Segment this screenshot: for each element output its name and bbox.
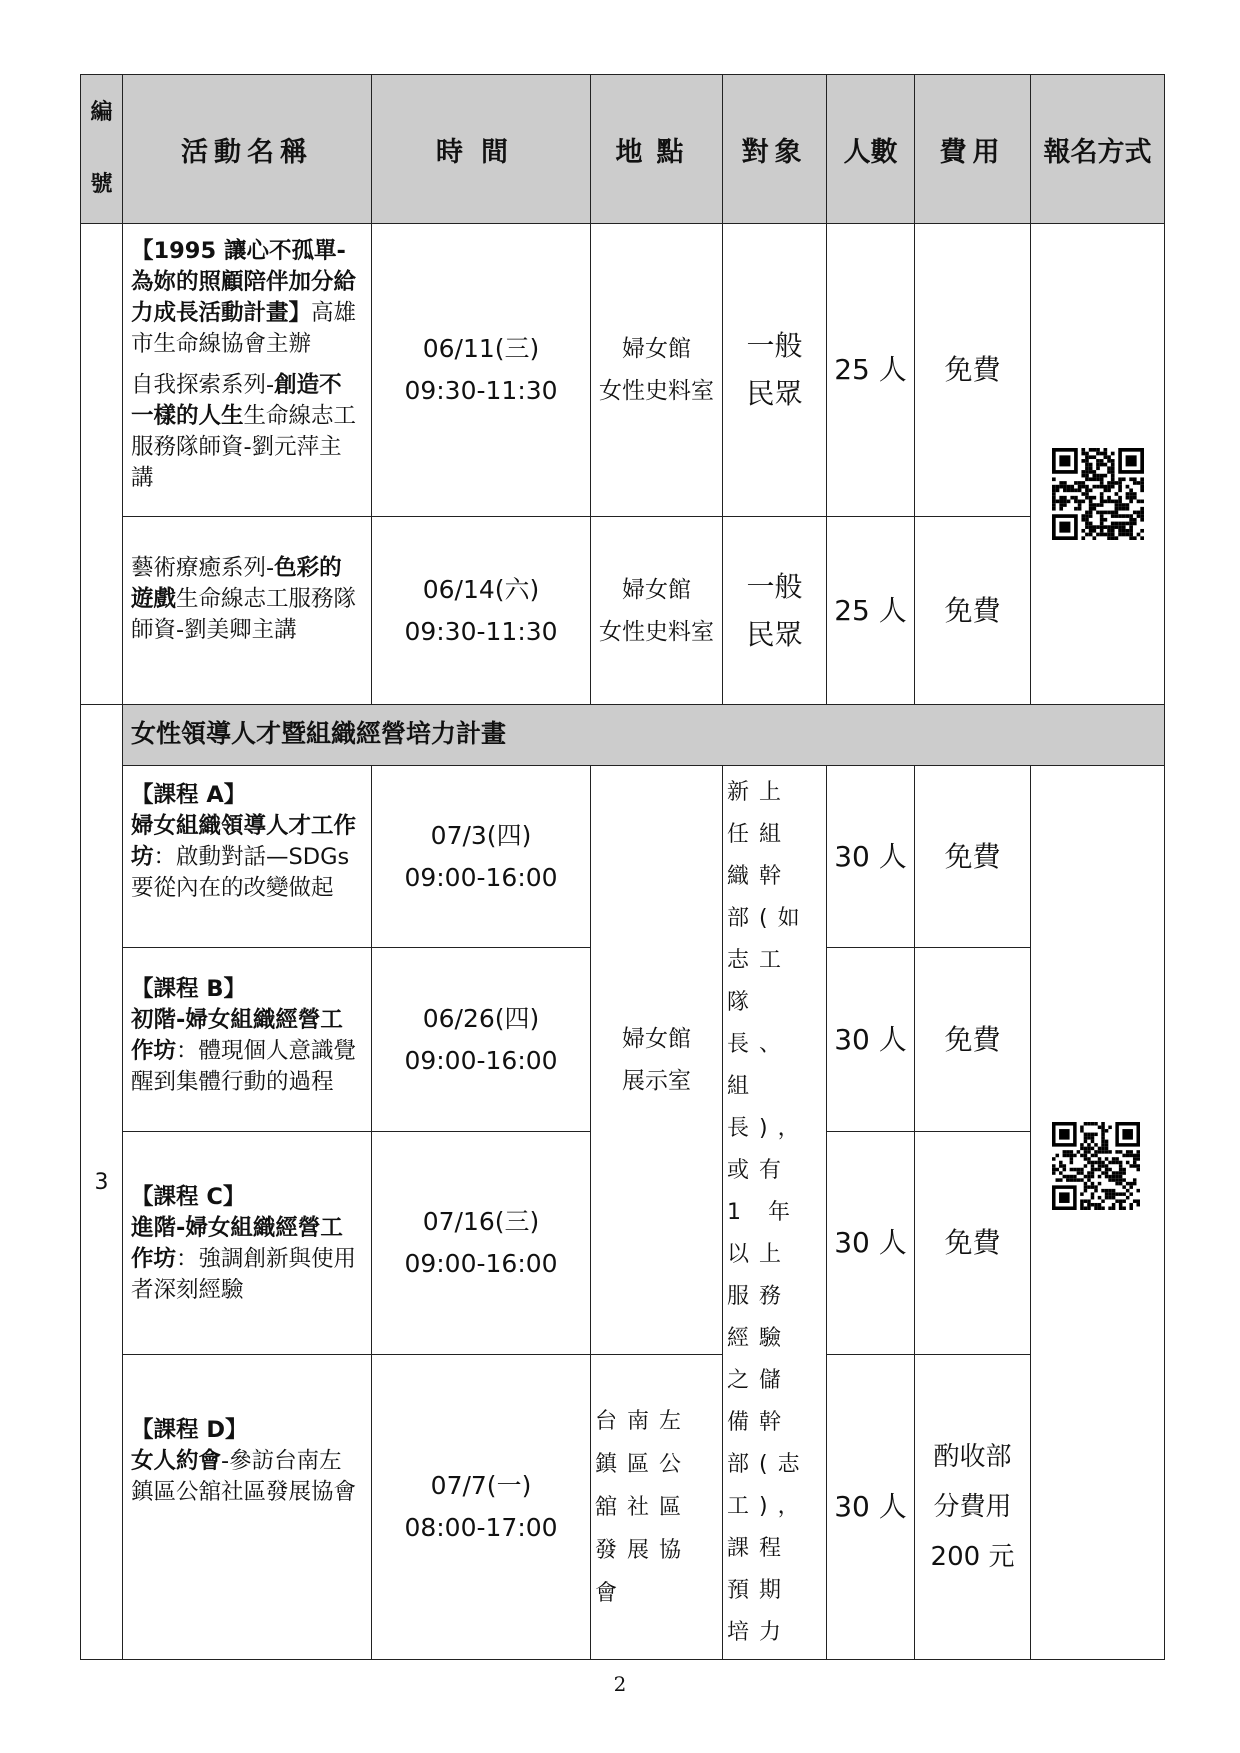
course-d-name — [122, 1354, 372, 1660]
block2-register — [1030, 765, 1165, 1660]
course-c-title: 進階-婦女組織經營工作坊 — [131, 1215, 343, 1272]
block2-target-text: 新上任組織幹部(如志工隊長、組長)，或有 1 年以上服務經驗之儲備幹部(志工)，課程預期培力 — [727, 779, 810, 1645]
course-a-fee-value: 免費 — [944, 839, 1001, 873]
course-a-label: 【課程 A】 — [131, 782, 247, 808]
block2-section-title — [122, 704, 1165, 766]
row2-target-2: 民眾 — [746, 617, 803, 651]
course-b-title: 初階-婦女組織經營工作坊 — [131, 1007, 343, 1064]
row2-hours: 09:30-11:30 — [404, 616, 558, 646]
block1-row2-fee — [914, 516, 1031, 705]
course-a-time — [371, 765, 591, 948]
course-d-count — [826, 1354, 915, 1660]
course-c-count — [826, 1131, 915, 1355]
block2-no-cell — [80, 704, 123, 1660]
row1-fee: 免費 — [944, 353, 1001, 386]
course-c-count-value: 30 人 — [834, 1226, 907, 1259]
block1-row2-time — [371, 516, 591, 705]
row1-hours: 09:30-11:30 — [404, 376, 558, 405]
block1-row1-count — [826, 223, 915, 517]
row2-date: 06/14(六) — [422, 574, 540, 604]
course-b-name — [122, 947, 372, 1132]
row1-place-2: 女性史料室 — [599, 378, 714, 404]
course-b-date: 06/26(四) — [422, 1003, 540, 1033]
block1-row2-count — [826, 516, 915, 705]
section-title-text: 女性領導人才暨組織經營培力計畫 — [131, 719, 507, 748]
block1-row1-time — [371, 223, 591, 517]
course-c-label: 【課程 C】 — [131, 1184, 246, 1210]
header-target — [722, 74, 827, 224]
course-a-hours: 09:00-16:00 — [404, 862, 558, 892]
row2-fee: 免費 — [944, 593, 1001, 627]
course-b-count-value: 30 人 — [834, 1022, 907, 1056]
block1-no-cell — [80, 223, 123, 705]
course-d-date: 07/7(一) — [430, 1471, 532, 1500]
row1-title-bold: 【1995 讓心不孤單-為妳的照顧陪伴加分給力成長活動計畫】 — [131, 238, 357, 326]
course-c-fee-value: 免費 — [944, 1226, 1001, 1259]
course-b-fee — [914, 947, 1031, 1132]
row1-topic: 創造不一樣的人生 — [131, 372, 342, 429]
course-c-fee — [914, 1131, 1031, 1355]
row1-place-1: 婦女館 — [622, 336, 691, 362]
header-place-label: 地點 — [615, 136, 698, 168]
qr-code-icon[interactable] — [1052, 448, 1144, 540]
row1-date: 06/11(三) — [422, 334, 540, 363]
course-a-date: 07/3(四) — [430, 820, 532, 850]
block2-target — [722, 765, 827, 1660]
course-a-count-value: 30 人 — [834, 839, 907, 873]
course-b-count — [826, 947, 915, 1132]
course-abc-place — [590, 765, 723, 1355]
row1-series: 自我探索系列- — [131, 372, 275, 398]
header-count-label: 人數 — [843, 136, 898, 168]
course-c-name — [122, 1131, 372, 1355]
course-b-label: 【課程 B】 — [131, 976, 246, 1002]
course-d-place — [590, 1354, 723, 1660]
block1-row2-name — [122, 516, 372, 705]
course-a-name — [122, 765, 372, 948]
qr-code-icon[interactable] — [1052, 1122, 1140, 1210]
header-register-label: 報名方式 — [1043, 136, 1152, 168]
row2-place-1: 婦女館 — [622, 576, 691, 603]
row2-speaker: 生命線志工服務隊師資-劉美卿主講 — [131, 586, 357, 643]
header-name-label: 活動名稱 — [181, 136, 313, 168]
block2-no: 3 — [94, 1169, 109, 1195]
course-d-fee-3: 200 元 — [930, 1542, 1015, 1572]
course-c-hours: 09:00-16:00 — [404, 1249, 558, 1278]
course-d-hours: 08:00-17:00 — [404, 1513, 558, 1542]
course-c-desc: ：強調創新與使用者深刻經驗 — [131, 1246, 357, 1303]
block1-row1-place — [590, 223, 723, 517]
course-d-label: 【課程 D】 — [131, 1417, 248, 1443]
block1-row1-target — [722, 223, 827, 517]
page-number: 2 — [613, 1672, 627, 1696]
row2-count: 25 人 — [834, 593, 907, 627]
block1-row1-name — [122, 223, 372, 517]
row2-series: 藝術療癒系列- — [131, 555, 275, 581]
row1-speaker: 生命線志工服務隊師資-劉元萍主講 — [131, 403, 357, 491]
row2-place-2: 女性史料室 — [599, 618, 714, 645]
header-target-label: 對象 — [741, 136, 808, 168]
row2-target-1: 一般 — [746, 569, 803, 603]
course-b-hours: 09:00-16:00 — [404, 1045, 558, 1075]
activity-table — [80, 74, 1165, 1660]
course-b-desc: ：體現個人意識覺醒到集體行動的過程 — [131, 1038, 357, 1095]
course-d-place-text: 台南左鎮區公舘社區發展協會 — [595, 1408, 692, 1606]
header-no — [80, 74, 123, 224]
block1-row2-target — [722, 516, 827, 705]
row1-target-2: 民眾 — [746, 377, 803, 410]
row1-organizer: 高雄市生命線協會主辦 — [131, 300, 357, 357]
header-place — [590, 74, 723, 224]
course-d-fee-1: 酌收部 — [933, 1442, 1012, 1472]
course-abc-place-1: 婦女館 — [622, 1026, 691, 1052]
header-time — [371, 74, 591, 224]
header-count — [826, 74, 915, 224]
course-b-fee-value: 免費 — [944, 1022, 1001, 1056]
block1-register — [1030, 223, 1165, 705]
course-d-fee-2: 分費用 — [933, 1492, 1012, 1522]
course-b-time — [371, 947, 591, 1132]
block1-row2-place — [590, 516, 723, 705]
header-name — [122, 74, 372, 224]
course-abc-place-2: 展示室 — [622, 1068, 691, 1094]
course-a-count — [826, 765, 915, 948]
header-time-label: 時間 — [436, 136, 526, 168]
header-fee — [914, 74, 1031, 224]
row1-target-1: 一般 — [746, 329, 803, 362]
row2-topic: 色彩的遊戲 — [131, 555, 342, 612]
course-a-desc: ：啟動對話—SDGs 要從內在的改變做起 — [131, 844, 350, 901]
course-a-title: 婦女組織領導人才工作坊 — [131, 813, 357, 870]
course-c-time — [371, 1131, 591, 1355]
course-c-date: 07/16(三) — [422, 1207, 540, 1236]
course-d-time — [371, 1354, 591, 1660]
course-d-fee — [914, 1354, 1031, 1660]
header-register — [1030, 74, 1165, 224]
header-no-label: 編號 — [90, 100, 113, 197]
header-fee-label: 費用 — [939, 136, 1006, 168]
course-d-count-value: 30 人 — [834, 1490, 907, 1523]
course-d-desc: -參訪台南左鎮區公舘社區發展協會 — [131, 1448, 357, 1505]
row1-count: 25 人 — [834, 353, 907, 386]
block1-row1-fee — [914, 223, 1031, 517]
course-d-title: 女人約會 — [131, 1448, 222, 1474]
course-a-fee — [914, 765, 1031, 948]
